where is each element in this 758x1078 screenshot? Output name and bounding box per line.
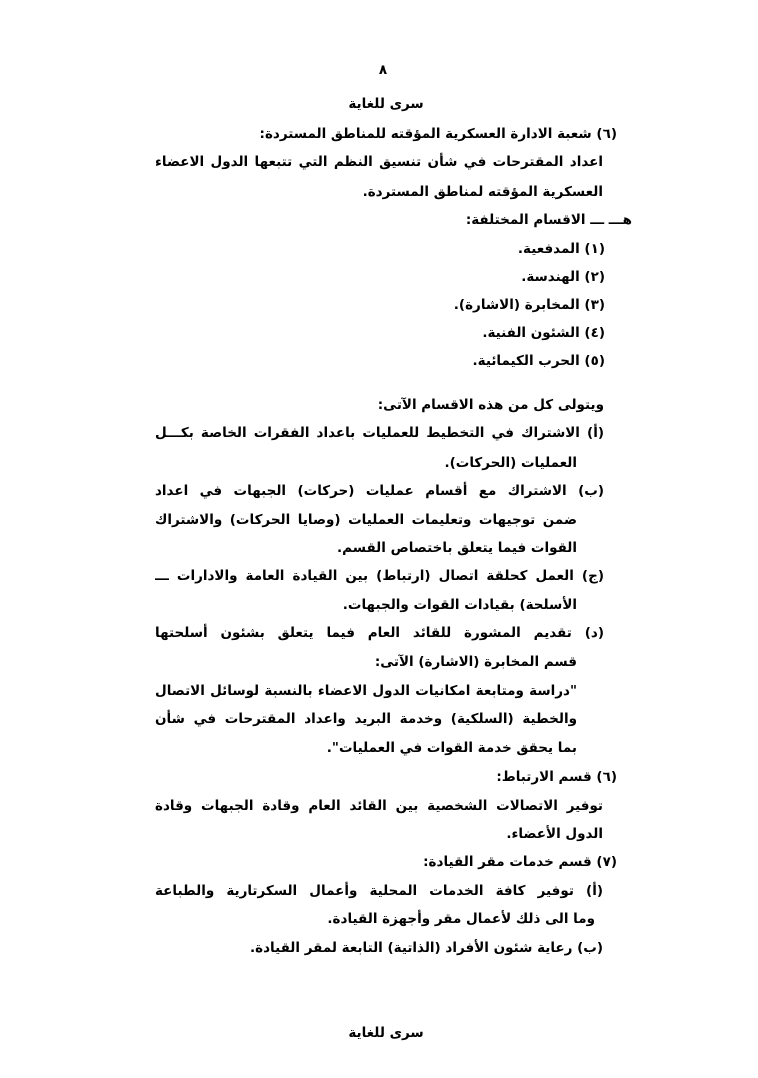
text-line: بما يحقق خدمة القوات في العمليات".	[326, 740, 577, 756]
text-line: "دراسة ومتابعة امكانيات الدول الاعضاء بالنسبة لوسائل الاتصال	[155, 683, 577, 699]
text-line: (٦) شعبة الادارة العسكرية المؤقته للمناطق المستردة:	[259, 126, 617, 142]
text-line: قسم المخابرة (الاشارة) الآتى:	[374, 654, 577, 670]
text-line: القوات فيما يتعلق باختصاص القسم.	[337, 540, 577, 556]
text-line: (ج) العمل كحلقة اتصال (ارتباط) بين القيادة العامة والادارات ـــ	[155, 568, 604, 584]
text-line: ويتولى كل من هذه الاقسام الآتى:	[377, 397, 604, 413]
text-line: الدول الأعضاء.	[506, 826, 603, 842]
text-line: (د) تقديم المشورة للقائد العام فيما يتعلق بشئون أسلحتها	[155, 625, 604, 641]
page-number: ٨	[378, 62, 388, 78]
text-line: الأسلحة) بقيادات القوات والجبهات.	[342, 597, 577, 613]
text-line: (٧) قسم خدمات مقر القيادة:	[423, 854, 617, 870]
text-line: والخطية (السلكية) وخدمة البريد واعداد المقترحات في شأن	[155, 711, 577, 727]
footer-classification: سرى للغاية	[348, 1025, 424, 1041]
text-line: (٤) الشئون الفنية.	[482, 325, 605, 341]
text-line: توفير الاتصالات الشخصية بين القائد العام وقادة الجبهات وقادة	[155, 798, 603, 814]
text-line: اعداد المقترحات في شأن تنسيق النظم التي تتبعها الدول الاعضاء	[155, 154, 603, 170]
text-line: وما الى ذلك لأعمال مقر وأجهزة القيادة.	[327, 911, 595, 927]
text-line: ضمن توجيهات وتعليمات العمليات (وصايا الحركات) والاشتراك	[155, 512, 577, 528]
text-line: (٥) الحرب الكيمائية.	[472, 353, 605, 369]
text-line: (ب) الاشتراك مع أقسام عمليات (حركات) الجبهات في اعداد	[155, 483, 604, 499]
text-line: العمليات (الحركات).	[444, 455, 577, 471]
text-line: (٦) قسم الارتباط:	[496, 769, 617, 785]
text-line: (أ) الاشتراك في التخطيط للعمليات باعداد الفقرات الخاصة بكـــل	[155, 425, 604, 441]
text-line: (١) المدفعية.	[517, 241, 605, 257]
text-line: (ب) رعاية شئون الأفراد (الذاتية) التابعة لمقر القيادة.	[249, 940, 603, 956]
text-line: (٣) المخابرة (الاشارة).	[453, 297, 605, 313]
text-line: (أ) توفير كافة الخدمات المحلية وأعمال السكرتارية والطباعة	[155, 883, 603, 899]
text-line: العسكرية المؤقته لمناطق المستردة.	[362, 184, 603, 200]
text-line: هـــ ـــ الاقسام المختلفة:	[465, 212, 632, 228]
text-line: (٢) الهندسة.	[521, 269, 605, 285]
header-classification: سرى للغاية	[348, 96, 424, 112]
